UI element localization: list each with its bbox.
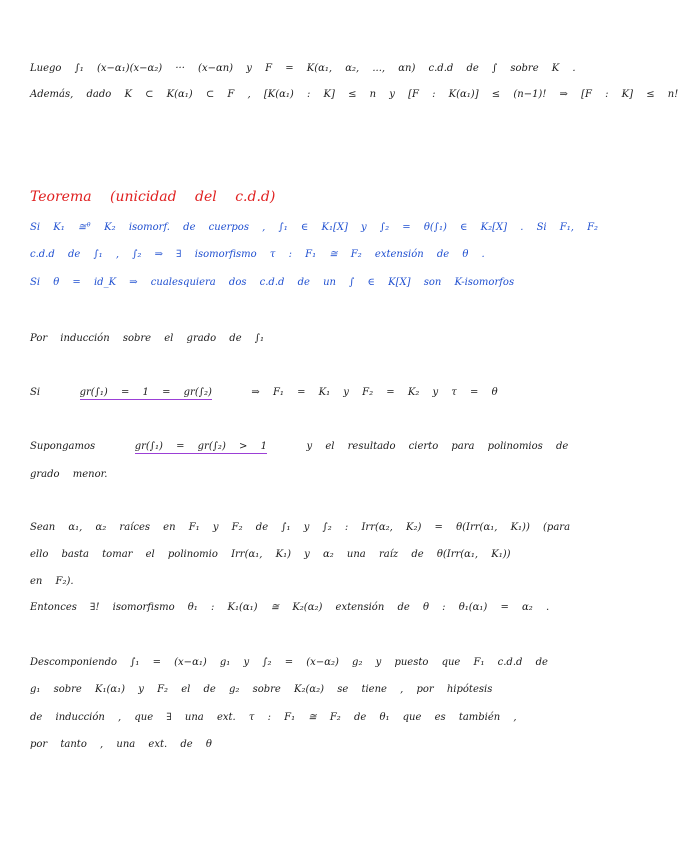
proof-decomp-line-1: Descomponiendo ∫₁ = (x−α₁) g₁ y ∫₂ = (x−α₂) g₂ y puesto que F₁ c.d.d de xyxy=(30,657,548,668)
proof-decomp-line-3: de inducción , que ∃ una ext. τ : F₁ ≅ F₂ de θ₁ que es también , xyxy=(30,712,517,723)
proof-hypothesis-cont: grado menor. xyxy=(30,469,108,480)
hypothesis-rest: y el resultado cierto para polinomios de xyxy=(306,441,569,452)
hypothesis-prefix: Supongamos xyxy=(30,441,96,452)
line-ademas: Además, dado K ⊂ K(α₁) ⊂ F , [K(α₁) : K] ≤ n y [F : K(α₁)] ≤ (n−1)! ⇒ [F : K] ≤ n! xyxy=(30,89,678,100)
theorem-line-1: Si K₁ ≅ᶿ K₂ isomorf. de cuerpos , ∫₁ ∈ K₁[X] y ∫₂ = θ(∫₁) ∈ K₂[X] . Si F₁, F₂ xyxy=(30,222,599,233)
theorem-line-3: Si θ = id_K ⇒ cualesquiera dos c.d.d de un ∫ ∈ K[X] son K-isomorfos xyxy=(30,277,515,288)
proof-induction: Por inducción sobre el grado de ∫₁ xyxy=(30,333,265,344)
hypothesis-condition: gr(∫₁) = gr(∫₂) > 1 xyxy=(134,441,267,452)
proof-decomp-line-4: por tanto , una ext. de θ xyxy=(30,739,212,750)
theorem-title: Teorema (unicidad del c.d.d) xyxy=(30,189,276,205)
base-case-condition: gr(∫₁) = 1 = gr(∫₂) xyxy=(79,387,212,398)
line-luego: Luego ∫₁ (x−α₁)(x−α₂) ··· (x−αn) y F = K(α₁, α₂, ..., αn) c.d.d de ∫ sobre K . xyxy=(30,63,576,74)
proof-inductive-hypothesis xyxy=(30,440,578,454)
theorem-line-2: c.d.d de ∫₁ , ∫₂ ⇒ ∃ isomorfismo τ : F₁ ≅ F₂ extensión de θ . xyxy=(30,249,485,260)
proof-roots-line-4: Entonces ∃! isomorfismo θ₁ : K₁(α₁) ≅ K₂(α₂) extensión de θ : θ₁(α₁) = α₂ . xyxy=(30,602,550,613)
base-case-conclusion: ⇒ F₁ = K₁ y F₂ = K₂ y τ = θ xyxy=(251,387,498,398)
proof-roots-line-1: Sean α₁, α₂ raíces en F₁ y F₂ de ∫₁ y ∫₂ : Irr(α₂, K₂) = θ(Irr(α₁, K₁)) (para xyxy=(30,522,571,533)
proof-base-case xyxy=(30,386,578,400)
proof-decomp-line-2: g₁ sobre K₁(α₁) y F₂ el de g₂ sobre K₂(α₂) se tiene , por hipótesis xyxy=(30,684,493,695)
base-case-prefix: Si xyxy=(30,387,41,398)
proof-roots-line-2: ello basta tomar el polinomio Irr(α₁, K₁) y α₂ una raíz de θ(Irr(α₁, K₁)) xyxy=(30,549,511,560)
proof-roots-line-3: en F₂). xyxy=(30,576,74,587)
